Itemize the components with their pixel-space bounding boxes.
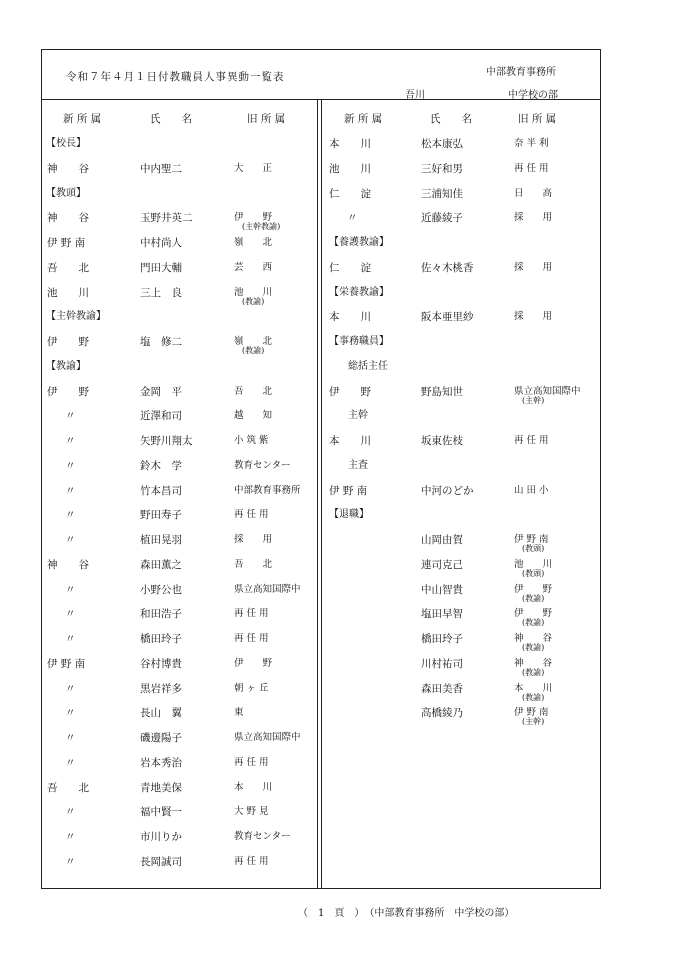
old-affiliation: 再 任 用: [234, 756, 269, 768]
person-name: 黒岩祥多: [140, 682, 182, 695]
old-position-note: (教諭): [522, 643, 545, 652]
person-name: 福中賢一: [140, 806, 182, 819]
new-affiliation: 仁 淀: [329, 261, 371, 274]
person-name: 磯邊陽子: [140, 732, 182, 744]
old-position-note: (教頭): [522, 544, 545, 553]
right-header-name: 氏 名: [430, 113, 472, 125]
old-affiliation: 嶺 北: [234, 237, 273, 248]
new-affiliation: 池 川: [329, 162, 371, 175]
left-header-old: 旧 所 属: [247, 113, 286, 125]
person-name: 近藤綾子: [421, 212, 463, 225]
new-affiliation: 伊 野: [47, 385, 89, 398]
old-affiliation: 中部教育事務所: [234, 484, 301, 496]
new-affiliation: 本 川: [329, 138, 371, 150]
subgroup-heading: 主幹: [348, 410, 368, 422]
new-affiliation: 〃: [65, 583, 76, 596]
person-name: 三浦知佳: [421, 187, 463, 200]
old-affiliation: 教育センター: [234, 831, 291, 842]
old-position-note: (教諭): [522, 618, 545, 628]
person-name: 近澤和司: [140, 410, 182, 423]
old-affiliation: 伊 野: [234, 657, 273, 669]
person-name: 野島知世: [421, 385, 463, 398]
person-name: 竹本昌司: [140, 484, 182, 497]
old-position-note: (教諭): [522, 593, 545, 603]
person-name: 野田寿子: [140, 509, 182, 522]
person-name: 中村尚人: [140, 237, 182, 249]
person-name: 谷村博貴: [140, 657, 182, 670]
old-position-note: (教諭): [242, 296, 265, 306]
old-affiliation: 吾 北: [234, 385, 273, 397]
person-name: 金岡 平: [140, 385, 182, 398]
old-affiliation: 越 知: [234, 410, 273, 422]
person-name: 森田薫之: [140, 558, 182, 571]
person-name: 連司克己: [421, 558, 463, 571]
old-affiliation: 教育センター: [234, 459, 291, 471]
old-position-note: (主幹): [522, 717, 545, 727]
old-affiliation: 採 用: [514, 311, 553, 323]
new-affiliation: 吾 北: [47, 781, 89, 794]
column-divider-inner: [321, 99, 322, 889]
old-position-note: (主幹): [522, 395, 545, 405]
person-name: 高橋綾乃: [421, 707, 463, 720]
old-affiliation: 本 川: [514, 682, 553, 694]
old-affiliation: 神 谷: [514, 633, 553, 644]
old-position-note: (教諭): [242, 346, 265, 355]
person-name: 市川りか: [140, 831, 182, 843]
old-affiliation: 伊 野: [234, 212, 273, 224]
old-affiliation: 山 田 小: [514, 484, 549, 496]
old-affiliation: 再 任 用: [514, 435, 549, 446]
old-affiliation: 大 正: [234, 162, 273, 174]
old-affiliation: 県立高知国際中: [234, 583, 301, 595]
subgroup-heading: 総括主任: [348, 360, 388, 372]
new-affiliation: 本 川: [329, 311, 371, 324]
old-affiliation: 嶺 北: [234, 336, 273, 347]
person-name: 松本康弘: [421, 138, 463, 150]
old-position-note: (教諭): [522, 667, 545, 677]
old-affiliation: 採 用: [234, 534, 273, 545]
new-affiliation: 吾 北: [47, 261, 89, 274]
group-heading: 【養護教諭】: [329, 237, 389, 248]
person-name: 阪本亜里紗: [421, 311, 474, 324]
new-affiliation: 〃: [65, 756, 76, 769]
person-name: 長岡誠司: [140, 855, 182, 868]
old-affiliation: 伊 野 南: [514, 707, 549, 719]
person-name: 中山智貴: [421, 583, 463, 596]
new-affiliation: 〃: [65, 410, 76, 423]
new-affiliation: 神 谷: [47, 212, 89, 225]
new-affiliation: 伊 野 南: [47, 657, 86, 670]
new-affiliation: 〃: [65, 484, 76, 497]
person-name: 玉野井英二: [140, 212, 193, 225]
new-affiliation: 〃: [65, 806, 76, 819]
region-label: 吾川: [405, 90, 425, 101]
column-divider: [317, 99, 318, 889]
old-position-note: (教頭): [522, 568, 545, 578]
new-affiliation: 本 川: [329, 435, 371, 447]
person-name: 坂東佐枝: [421, 435, 463, 447]
person-name: 岩本秀治: [140, 756, 182, 769]
new-affiliation: 〃: [65, 509, 76, 522]
old-affiliation: 採 用: [514, 261, 553, 273]
person-name: 森田美香: [421, 682, 463, 695]
old-affiliation: 池 川: [514, 558, 553, 570]
old-affiliation: 再 任 用: [234, 633, 269, 644]
old-affiliation: 再 任 用: [514, 162, 549, 174]
new-affiliation: 〃: [65, 608, 76, 621]
new-affiliation: 〃: [65, 732, 76, 744]
new-affiliation: 〃: [65, 435, 76, 447]
page-footer: （ 1 頁 ） （中部教育事務所 中学校の部）: [298, 908, 515, 919]
old-affiliation: 朝 ヶ 丘: [234, 682, 269, 694]
group-heading: 【主幹教諭】: [46, 311, 106, 323]
person-name: 橋田玲子: [421, 633, 463, 645]
new-affiliation: 〃: [65, 855, 76, 868]
old-affiliation: 神 谷: [514, 657, 553, 669]
group-heading: 【退職】: [329, 509, 369, 521]
new-affiliation: 伊 野: [47, 336, 89, 348]
old-affiliation: 県立高知国際中: [234, 732, 301, 743]
group-heading: 【栄養教諭】: [329, 286, 389, 298]
new-affiliation: 伊 野: [329, 385, 371, 398]
person-name: 橋田玲子: [140, 633, 182, 645]
old-affiliation: 奈 半 利: [514, 138, 549, 149]
group-heading: 【教諭】: [46, 360, 86, 372]
new-affiliation: 伊 野 南: [329, 484, 368, 497]
person-name: 塩 修二: [140, 336, 182, 348]
person-name: 佐々木桃香: [421, 261, 474, 274]
left-header-name: 氏 名: [150, 113, 192, 125]
old-affiliation: 池 川: [234, 286, 273, 298]
person-name: 長山 翼: [140, 707, 182, 720]
old-position-note: (主幹教諭): [242, 222, 281, 232]
new-affiliation: 〃: [65, 682, 76, 695]
old-affiliation: 採 用: [514, 212, 553, 224]
section-label: 中学校の部: [508, 90, 558, 101]
old-affiliation: 小 筑 紫: [234, 435, 269, 446]
person-name: 青地美保: [140, 781, 182, 794]
old-affiliation: 再 任 用: [234, 608, 269, 620]
new-affiliation: 〃: [65, 633, 76, 645]
person-name: 三上 良: [140, 286, 182, 299]
person-name: 小野公也: [140, 583, 182, 596]
old-affiliation: 芸 西: [234, 261, 273, 273]
old-affiliation: 本 川: [234, 781, 273, 793]
new-affiliation: 〃: [347, 212, 358, 225]
person-name: 山岡由賀: [421, 534, 463, 546]
new-affiliation: 仁 淀: [329, 187, 371, 200]
old-position-note: (教諭): [522, 692, 545, 702]
group-heading: 【校長】: [46, 138, 86, 149]
old-affiliation: 伊 野 南: [514, 534, 549, 545]
right-header-old: 旧 所 属: [518, 113, 557, 125]
office-label: 中部教育事務所: [486, 67, 556, 78]
new-affiliation: 伊 野 南: [47, 237, 86, 249]
person-name: 塩田早智: [421, 608, 463, 621]
new-affiliation: 神 谷: [47, 162, 89, 175]
group-heading: 【事務職員】: [329, 336, 389, 347]
person-name: 三好和男: [421, 162, 463, 175]
old-affiliation: 県立高知国際中: [514, 385, 581, 397]
old-affiliation: 伊 野: [514, 608, 553, 620]
old-affiliation: 吾 北: [234, 558, 273, 570]
new-affiliation: 〃: [65, 534, 76, 546]
old-affiliation: 再 任 用: [234, 509, 269, 521]
person-name: 植田晃羽: [140, 534, 182, 546]
old-affiliation: 日 高: [514, 187, 553, 199]
old-affiliation: 東: [234, 707, 244, 719]
person-name: 和田浩子: [140, 608, 182, 621]
person-name: 中内聖二: [140, 162, 182, 175]
group-heading: 【教頭】: [46, 187, 86, 199]
right-header-new: 新 所 属: [344, 113, 383, 125]
person-name: 矢野川翔太: [140, 435, 193, 447]
subgroup-heading: 主査: [348, 459, 368, 471]
new-affiliation: 〃: [65, 459, 76, 472]
new-affiliation: 池 川: [47, 286, 89, 299]
person-name: 川村祐司: [421, 657, 463, 670]
page-title: 令和７年４月１日付教職員人事異動一覧表: [66, 71, 285, 83]
old-affiliation: 再 任 用: [234, 855, 269, 867]
new-affiliation: 〃: [65, 831, 76, 843]
old-affiliation: 大 野 見: [234, 806, 269, 818]
person-name: 門田大輔: [140, 261, 182, 274]
person-name: 中河のどか: [421, 484, 474, 497]
new-affiliation: 神 谷: [47, 558, 89, 571]
left-header-new: 新 所 属: [63, 113, 102, 125]
old-affiliation: 伊 野: [514, 583, 553, 595]
new-affiliation: 〃: [65, 707, 76, 720]
person-name: 鈴木 学: [140, 459, 182, 472]
